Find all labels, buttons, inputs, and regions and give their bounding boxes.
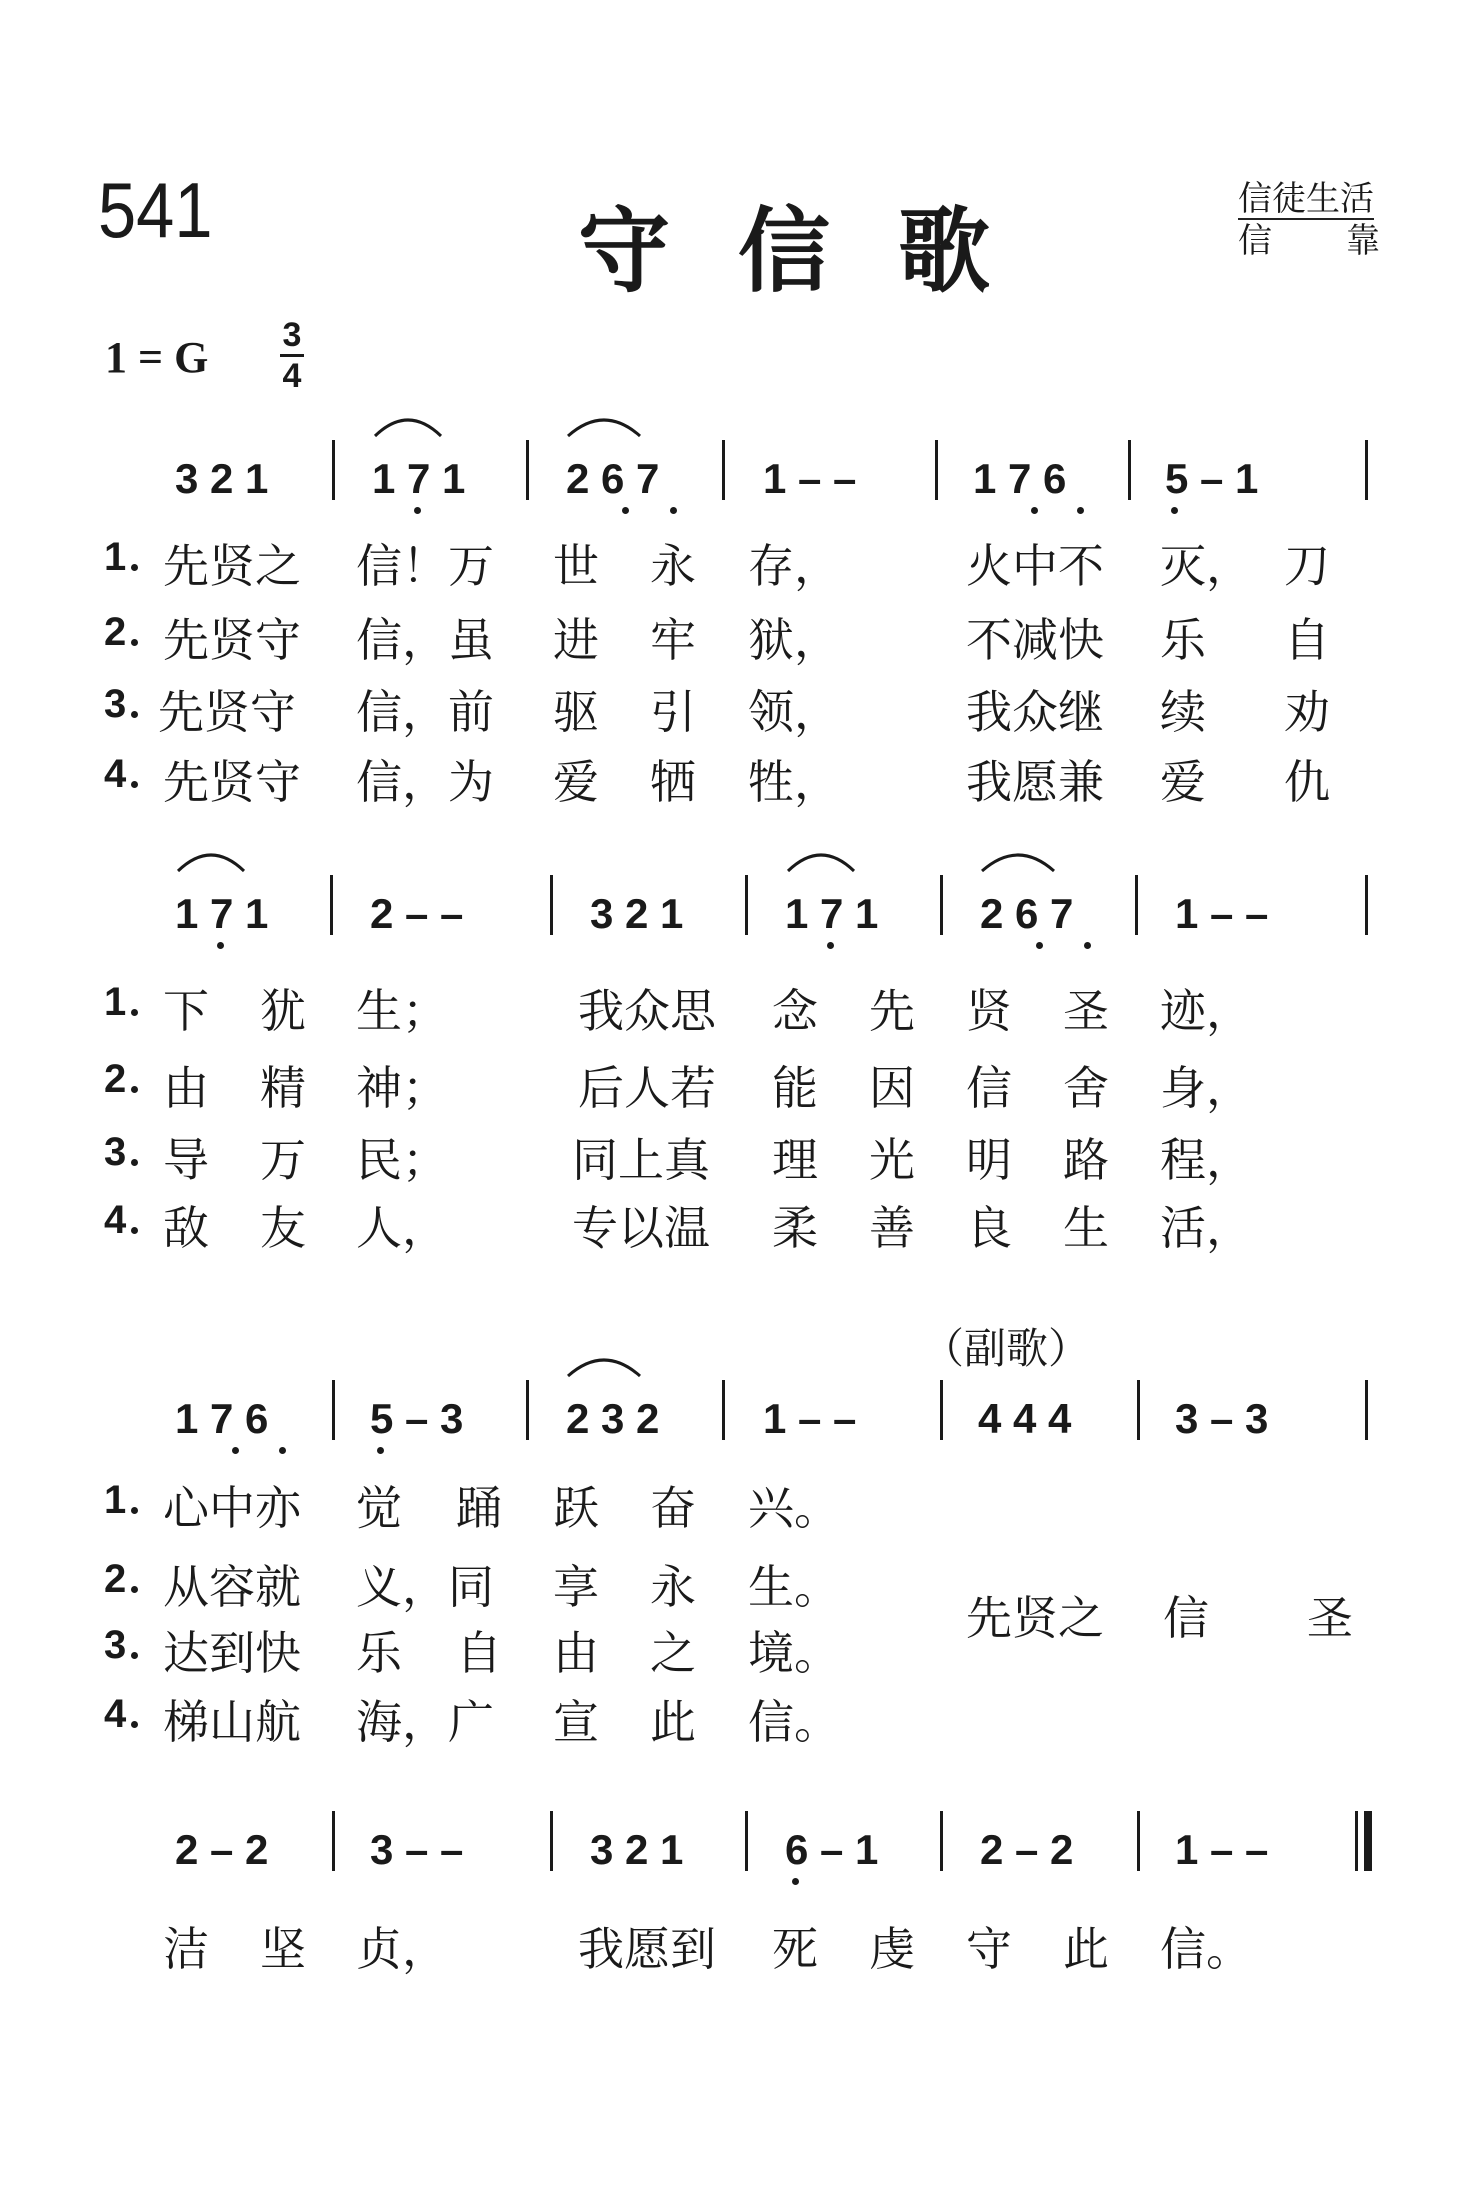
lyric: 乐 <box>356 1626 402 1680</box>
measure: 1 7 6 <box>973 455 1067 502</box>
lyric: 世 <box>553 539 599 593</box>
lower-octave-dot <box>232 1447 239 1454</box>
time-signature <box>280 318 304 393</box>
barline <box>1137 1380 1140 1440</box>
verse-number: 2 <box>104 610 127 654</box>
barline <box>940 1380 943 1440</box>
lyric: 坚 <box>260 1922 306 1976</box>
hymn-theme <box>1238 222 1380 260</box>
lyric: 灭， <box>1160 539 1252 593</box>
verse-dot <box>131 1586 138 1593</box>
lyric: 境。 <box>748 1626 840 1680</box>
lower-octave-dot <box>414 507 421 514</box>
verse-dot <box>131 1009 138 1016</box>
measure: 4 4 4 <box>978 1395 1072 1442</box>
barline <box>940 875 943 935</box>
lyric: 心中亦 <box>163 1481 301 1535</box>
measure: 5 – 1 <box>1165 455 1259 502</box>
lyric: 友 <box>260 1201 306 1255</box>
lyric: 舍 <box>1063 1061 1109 1115</box>
lower-octave-dot <box>1031 507 1038 514</box>
barline <box>526 1380 529 1440</box>
lyric: 跃 <box>553 1481 599 1535</box>
verse-number: 4 <box>104 1198 127 1242</box>
verse-number: 2 <box>104 1557 127 1601</box>
lyric: 我愿到 <box>578 1922 716 1976</box>
lyric: 牲， <box>748 755 840 809</box>
verse-number: 3 <box>104 1623 127 1667</box>
lyric: 刀 <box>1284 539 1330 593</box>
lower-octave-dot <box>1036 942 1043 949</box>
measure: 2 3 2 <box>566 1395 660 1442</box>
lyric: 先贤守 <box>158 685 296 739</box>
measure: 3 2 1 <box>590 1826 684 1873</box>
verse-number: 3 <box>104 682 127 726</box>
lyric: 先贤守 <box>163 613 301 667</box>
lyric: 光 <box>869 1133 915 1187</box>
lyric: 死 <box>772 1922 818 1976</box>
lyric: 仇 <box>1284 755 1330 809</box>
lyric: 导 <box>163 1133 209 1187</box>
lyric: 达到快 <box>163 1626 301 1680</box>
meter-top: 3 <box>282 316 302 354</box>
measure: 2 – 2 <box>980 1826 1074 1873</box>
lyric: 乐 <box>1160 613 1206 667</box>
lower-octave-dot <box>279 1447 286 1454</box>
lyric: 专以温 <box>572 1201 710 1255</box>
measure: 1 – – <box>1175 1826 1269 1873</box>
lyric: 神； <box>356 1061 448 1115</box>
lyric: 从容就 <box>163 1560 301 1614</box>
verse-dot <box>131 1159 138 1166</box>
hymn-theme-char: 靠 <box>1346 221 1380 261</box>
barline <box>1135 875 1138 935</box>
lyric: 先贤之 <box>163 539 301 593</box>
lyric: 下 <box>163 984 209 1038</box>
lyric: 贞， <box>356 1922 448 1976</box>
lyric: 领， <box>748 685 840 739</box>
lyric: 海，广 <box>356 1695 494 1749</box>
lower-octave-dot <box>670 507 677 514</box>
slur <box>373 410 443 440</box>
lyric: 信。 <box>1160 1922 1252 1976</box>
lyric: 先 <box>869 984 915 1038</box>
hymn-number: 541 <box>98 166 213 254</box>
lyric: 生； <box>356 984 448 1038</box>
barline <box>332 440 335 500</box>
measure: 1 7 1 <box>785 890 879 937</box>
verse-number: 1 <box>104 1478 127 1522</box>
barline <box>935 440 938 500</box>
lyric: 念 <box>772 984 818 1038</box>
lyric: 之 <box>650 1626 696 1680</box>
barline <box>332 1811 335 1871</box>
slur <box>566 1350 642 1380</box>
lyric: 迹， <box>1160 984 1252 1038</box>
lower-octave-dot <box>622 507 629 514</box>
lyric: 爱 <box>553 755 599 809</box>
lyric: 敌 <box>163 1201 209 1255</box>
final-barline-thick <box>1364 1811 1372 1871</box>
lyric: 理 <box>772 1133 818 1187</box>
verse-dot <box>131 1721 138 1728</box>
lyric: 犹 <box>260 984 306 1038</box>
lyric: 狱， <box>748 613 840 667</box>
verse-dot <box>131 1652 138 1659</box>
barline <box>550 875 553 935</box>
lyric: 此 <box>1063 1922 1109 1976</box>
lower-octave-dot <box>1077 507 1084 514</box>
slur <box>980 845 1056 875</box>
lyric: 先贤守 <box>163 755 301 809</box>
final-barline-thin <box>1355 1811 1358 1871</box>
hymn-title: 守信歌 <box>578 198 1059 305</box>
measure: 1 7 6 <box>175 1395 269 1442</box>
lyric: 明 <box>966 1133 1012 1187</box>
hymn-category: 信徒生活 <box>1238 179 1374 219</box>
lyric: 洁 <box>163 1922 209 1976</box>
lyric: 后人若 <box>578 1061 716 1115</box>
meter-bottom: 4 <box>282 357 302 395</box>
slur <box>786 845 856 875</box>
lyric: 享 <box>553 1560 599 1614</box>
lyric: 信。 <box>748 1695 840 1749</box>
chorus-lyric: 圣 <box>1307 1591 1353 1645</box>
verse-dot <box>131 711 138 718</box>
measure: 2 6 7 <box>566 455 660 502</box>
barline <box>940 1811 943 1871</box>
verse-dot <box>131 1507 138 1514</box>
lower-octave-dot <box>217 942 224 949</box>
barline <box>1365 875 1368 935</box>
lyric: 人， <box>356 1201 448 1255</box>
measure: 1 7 1 <box>175 890 269 937</box>
lower-octave-dot <box>377 1447 384 1454</box>
lyric: 民； <box>356 1133 448 1187</box>
barline <box>550 1811 553 1871</box>
lyric: 生。 <box>748 1560 840 1614</box>
chorus-label: （副歌） <box>922 1324 1091 1373</box>
verse-number: 1 <box>104 980 127 1024</box>
measure: 2 – – <box>370 890 464 937</box>
key-signature: 1 = G <box>105 333 209 382</box>
lyric: 牺 <box>650 755 696 809</box>
lyric: 万 <box>260 1133 306 1187</box>
lyric: 永 <box>650 539 696 593</box>
hymn-theme-char: 信 <box>1238 221 1272 261</box>
lower-octave-dot <box>792 1878 799 1885</box>
lyric: 柔 <box>772 1201 818 1255</box>
lyric: 踊 <box>456 1481 502 1535</box>
lyric: 义，同 <box>356 1560 494 1614</box>
measure: 2 6 7 <box>980 890 1074 937</box>
barline <box>330 875 333 935</box>
lyric: 驱 <box>553 685 599 739</box>
measure: 6 – 1 <box>785 1826 879 1873</box>
verse-number: 3 <box>104 1130 127 1174</box>
barline <box>745 1811 748 1871</box>
lyric: 我众思 <box>578 984 716 1038</box>
measure: 1 – – <box>763 1395 857 1442</box>
lyric: 由 <box>163 1061 209 1115</box>
lyric: 能 <box>772 1061 818 1115</box>
lyric: 信，虽 <box>356 613 494 667</box>
lyric: 虔 <box>869 1922 915 1976</box>
lyric: 梯山航 <box>163 1695 301 1749</box>
lyric: 宣 <box>553 1695 599 1749</box>
lyric: 觉 <box>356 1481 402 1535</box>
verse-dot <box>131 564 138 571</box>
lyric: 兴。 <box>748 1481 840 1535</box>
barline <box>1137 1811 1140 1871</box>
verse-dot <box>131 639 138 646</box>
measure: 1 – – <box>1175 890 1269 937</box>
verse-dot <box>131 1227 138 1234</box>
barline <box>526 440 529 500</box>
verse-number: 1 <box>104 535 127 579</box>
lyric: 信 <box>966 1061 1012 1115</box>
lyric: 火中不 <box>966 539 1104 593</box>
lower-octave-dot <box>827 942 834 949</box>
lyric: 永 <box>650 1560 696 1614</box>
measure: 3 2 1 <box>590 890 684 937</box>
measure: 3 2 1 <box>175 455 269 502</box>
lyric: 活， <box>1160 1201 1252 1255</box>
slur <box>566 410 642 440</box>
barline <box>722 1380 725 1440</box>
measure: 1 7 1 <box>372 455 466 502</box>
chorus-lyric: 先贤之 <box>966 1591 1104 1645</box>
lyric: 牢 <box>650 613 696 667</box>
lyric: 程， <box>1160 1133 1252 1187</box>
barline <box>1128 440 1131 500</box>
lyric: 贤 <box>966 984 1012 1038</box>
lyric: 信，前 <box>356 685 494 739</box>
lyric: 圣 <box>1063 984 1109 1038</box>
lyric: 善 <box>869 1201 915 1255</box>
barline <box>1365 1380 1368 1440</box>
lyric: 自 <box>1284 613 1330 667</box>
slur <box>176 845 246 875</box>
measure: 2 – 2 <box>175 1826 269 1873</box>
lyric: 精 <box>260 1061 306 1115</box>
lyric: 存， <box>748 539 840 593</box>
measure: 3 – – <box>370 1826 464 1873</box>
barline <box>332 1380 335 1440</box>
barline <box>1365 440 1368 500</box>
measure: 3 – 3 <box>1175 1395 1269 1442</box>
barline <box>722 440 725 500</box>
barline <box>745 875 748 935</box>
lyric: 爱 <box>1160 755 1206 809</box>
lyric: 信！万 <box>356 539 494 593</box>
lyric: 身， <box>1160 1061 1252 1115</box>
measure: 5 – 3 <box>370 1395 464 1442</box>
chorus-lyric: 信 <box>1163 1591 1209 1645</box>
lyric: 劝 <box>1284 685 1330 739</box>
lower-octave-dot <box>1171 507 1178 514</box>
lyric: 同上真 <box>572 1133 710 1187</box>
lyric: 守 <box>966 1922 1012 1976</box>
measure: 1 – – <box>763 455 857 502</box>
lyric: 奋 <box>650 1481 696 1535</box>
lyric: 我愿兼 <box>966 755 1104 809</box>
lyric: 不减快 <box>966 613 1104 667</box>
lyric: 续 <box>1160 685 1206 739</box>
verse-number: 2 <box>104 1057 127 1101</box>
lyric: 此 <box>650 1695 696 1749</box>
verse-number: 4 <box>104 752 127 796</box>
lyric: 路 <box>1063 1133 1109 1187</box>
verse-dot <box>131 781 138 788</box>
lyric: 引 <box>650 685 696 739</box>
lyric: 良 <box>966 1201 1012 1255</box>
lyric: 我众继 <box>966 685 1104 739</box>
lyric: 进 <box>553 613 599 667</box>
verse-number: 4 <box>104 1692 127 1736</box>
lower-octave-dot <box>1084 942 1091 949</box>
lyric: 生 <box>1063 1201 1109 1255</box>
lyric: 由 <box>553 1626 599 1680</box>
lyric: 信，为 <box>356 755 494 809</box>
lyric: 因 <box>869 1061 915 1115</box>
lyric: 自 <box>456 1626 502 1680</box>
verse-dot <box>131 1086 138 1093</box>
